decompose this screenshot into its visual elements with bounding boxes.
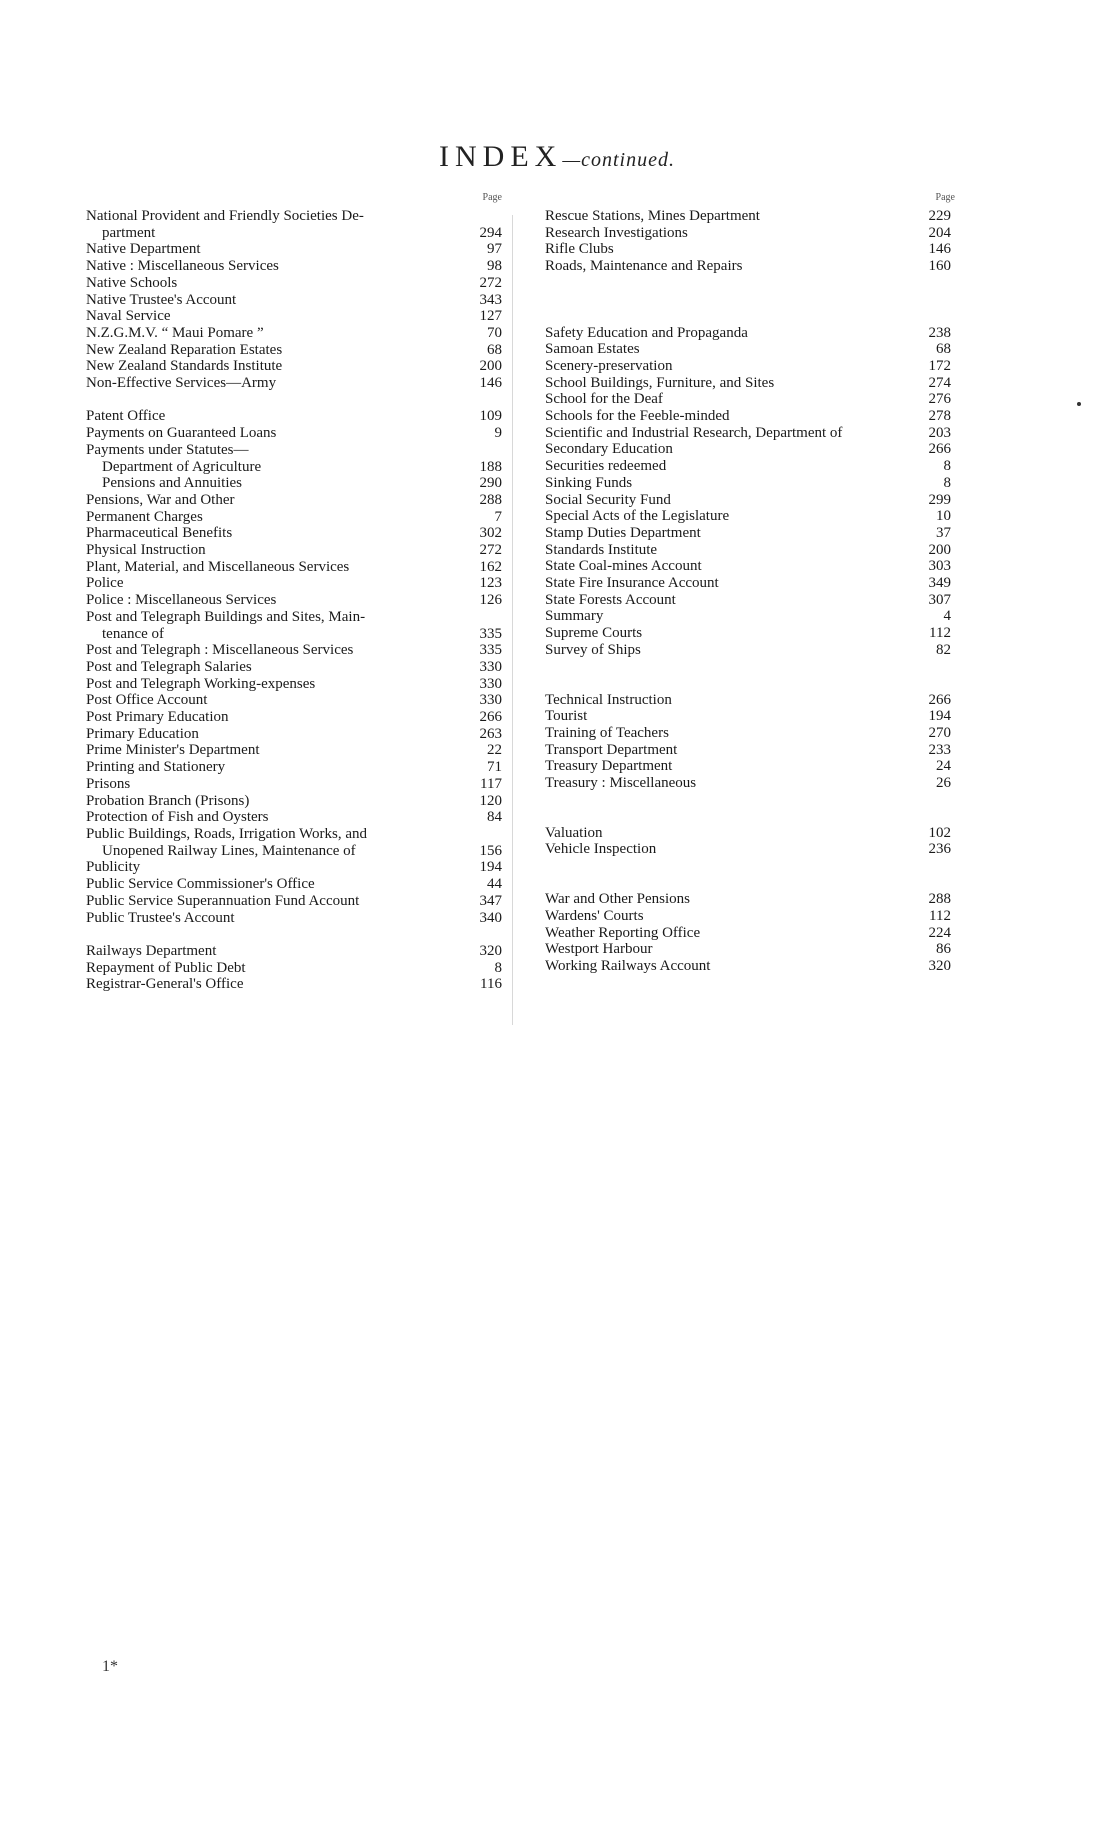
spacer (545, 858, 955, 891)
entry-title: Native : Miscellaneous Services (86, 258, 279, 275)
entry-title: Research Investigations (545, 224, 688, 241)
entry-title: New Zealand Standards Institute (86, 358, 283, 375)
entry-page-number: 266 (928, 441, 951, 458)
entry-title: Secondary Education (545, 441, 673, 458)
index-entry (86, 659, 506, 676)
index-entry (86, 258, 506, 275)
index-list-right (545, 208, 955, 975)
index-entry (545, 241, 955, 258)
entry-title: Post and Telegraph Working-expenses (86, 675, 316, 692)
index-column-left (86, 188, 506, 993)
entry-page-number: 117 (480, 775, 502, 792)
entry-title: Stamp Duties Department (545, 524, 701, 541)
index-entry (86, 208, 506, 225)
index-entry (545, 208, 955, 225)
entry-page-number: 320 (479, 942, 502, 959)
entry-page-number: 9 (494, 425, 502, 442)
index-entry (86, 475, 506, 492)
entry-page-number: 102 (928, 824, 951, 841)
index-entry (86, 626, 506, 643)
entry-page-number: 188 (479, 458, 502, 475)
index-entry (86, 408, 506, 425)
entry-title: Physical Instruction (86, 542, 206, 559)
entry-page-number: 330 (479, 675, 502, 692)
entry-page-number: 203 (928, 424, 951, 441)
entry-page-number: 160 (928, 258, 951, 275)
index-entry (545, 575, 955, 592)
index-entry (545, 725, 955, 742)
entry-page-number: 274 (928, 374, 951, 391)
entry-title: Transport Department (545, 741, 678, 758)
entry-title: Weather Reporting Office (545, 924, 701, 941)
entry-page-number: 204 (928, 224, 951, 241)
entry-title: Repayment of Public Debt (86, 959, 246, 976)
entry-page-number: 146 (928, 241, 951, 258)
entry-page-number: 229 (928, 208, 951, 224)
entry-title: Roads, Maintenance and Repairs (545, 258, 743, 275)
index-entry (545, 941, 955, 958)
entry-title: Naval Service (86, 308, 171, 325)
index-entry (545, 775, 955, 792)
entry-page-number: 8 (494, 959, 502, 976)
index-entry (86, 225, 506, 242)
index-entry (86, 241, 506, 258)
entry-title: New Zealand Reparation Estates (86, 341, 283, 358)
index-entry (545, 225, 955, 242)
entry-page-number: 288 (928, 891, 951, 908)
index-entry (86, 492, 506, 509)
entry-page-number: 302 (479, 525, 502, 542)
index-entry (86, 910, 506, 927)
entry-title: Samoan Estates (545, 341, 640, 358)
entry-title: Training of Teachers (545, 724, 669, 741)
entry-title: Prime Minister's Department (86, 742, 260, 759)
entry-page-number: 109 (479, 408, 502, 425)
entry-title: Probation Branch (Prisons) (86, 792, 250, 809)
entry-page-number: 236 (928, 841, 951, 858)
entry-title: Valuation (545, 824, 603, 841)
index-entry (86, 442, 506, 459)
entry-title: State Forests Account (545, 591, 676, 608)
entry-page-number: 349 (928, 575, 951, 592)
page-column-label-right: Page (935, 192, 955, 203)
index-entry (86, 342, 506, 359)
index-list-left (86, 208, 506, 993)
entry-page-number: 68 (936, 341, 951, 358)
index-entry (545, 925, 955, 942)
entry-page-number: 172 (928, 357, 951, 374)
entry-title: Securities redeemed (545, 458, 667, 475)
index-entry (545, 692, 955, 709)
index-entry (545, 325, 955, 342)
entry-page-number: 270 (928, 724, 951, 741)
index-entry (545, 592, 955, 609)
entry-title: Public Service Superannuation Fund Account (86, 892, 360, 909)
entry-page-number: 7 (494, 508, 502, 525)
entry-page-number: 303 (928, 558, 951, 575)
entry-page-number: 98 (487, 258, 502, 275)
entry-page-number: 343 (479, 291, 502, 308)
entry-title: partment (102, 224, 156, 241)
entry-title: Post and Telegraph Buildings and Sites, Main- (86, 608, 366, 625)
entry-page-number: 238 (928, 324, 951, 341)
entry-page-number: 84 (487, 809, 502, 826)
entry-title: School Buildings, Furniture, and Sites (545, 374, 775, 391)
index-entry (545, 758, 955, 775)
entry-title: Treasury : Miscellaneous (545, 775, 697, 792)
entry-page-number: 233 (928, 741, 951, 758)
entry-page-number: 335 (479, 642, 502, 659)
index-entry (545, 492, 955, 509)
index-entry (86, 542, 506, 559)
index-entry (86, 559, 506, 576)
entry-title: Supreme Courts (545, 625, 643, 642)
index-entry (545, 642, 955, 659)
entry-page-number: 127 (479, 308, 502, 325)
index-entry (545, 475, 955, 492)
index-entry (86, 709, 506, 726)
spacer (86, 926, 506, 943)
index-entry (86, 375, 506, 392)
entry-page-number: 24 (936, 758, 951, 775)
index-entry (545, 608, 955, 625)
entry-page-number: 294 (479, 224, 502, 241)
entry-page-number: 37 (936, 524, 951, 541)
entry-page-number: 272 (479, 542, 502, 559)
entry-title: Scientific and Industrial Research, Department of (545, 424, 843, 441)
index-entry (545, 525, 955, 542)
entry-page-number: 162 (479, 558, 502, 575)
index-entry (86, 575, 506, 592)
index-entry (86, 809, 506, 826)
entry-page-number: 71 (487, 759, 502, 776)
entry-title: War and Other Pensions (545, 891, 691, 908)
entry-page-number: 82 (936, 641, 951, 658)
index-title (0, 140, 1114, 174)
entry-page-number: 347 (479, 892, 502, 909)
entry-page-number: 68 (487, 341, 502, 358)
entry-page-number: 97 (487, 241, 502, 258)
entry-title: Rescue Stations, Mines Department (545, 208, 760, 224)
index-entry (545, 958, 955, 975)
entry-page-number: 290 (479, 475, 502, 492)
index-entry (86, 726, 506, 743)
index-entry (545, 375, 955, 392)
index-entry (86, 459, 506, 476)
entry-page-number: 86 (936, 941, 951, 958)
index-entry (545, 441, 955, 458)
index-entry (86, 759, 506, 776)
entry-title: Railways Department (86, 942, 217, 959)
entry-title: Pensions, War and Other (86, 491, 235, 508)
index-entry (545, 341, 955, 358)
entry-title: Westport Harbour (545, 941, 653, 958)
spacer (545, 792, 955, 825)
index-entry (86, 609, 506, 626)
entry-title: Payments on Guaranteed Loans (86, 425, 277, 442)
entry-title: Public Trustee's Account (86, 909, 235, 926)
index-entry (86, 859, 506, 876)
entry-page-number: 335 (479, 625, 502, 642)
entry-title: Native Trustee's Account (86, 291, 237, 308)
index-entry (545, 625, 955, 642)
entry-page-number: 266 (928, 691, 951, 708)
entry-page-number: 307 (928, 591, 951, 608)
page-column-label-left: Page (482, 192, 502, 203)
index-entry (86, 325, 506, 342)
index-entry (86, 275, 506, 292)
index-entry (86, 742, 506, 759)
index-entry (86, 960, 506, 977)
entry-title: Unopened Railway Lines, Maintenance of (102, 842, 356, 859)
entry-title: Prisons (86, 775, 131, 792)
entry-title: N.Z.G.M.V. “ Maui Pomare ” (86, 324, 264, 341)
entry-page-number: 116 (480, 976, 502, 993)
entry-title: Native Department (86, 241, 201, 258)
entry-page-number: 156 (479, 842, 502, 859)
index-entry (86, 592, 506, 609)
index-entry (86, 843, 506, 860)
entry-title: Standards Institute (545, 541, 658, 558)
index-entry (86, 358, 506, 375)
entry-page-number: 299 (928, 491, 951, 508)
entry-title: Survey of Ships (545, 641, 641, 658)
entry-page-number: 112 (929, 907, 951, 924)
index-entry (545, 841, 955, 858)
spacer (545, 659, 955, 692)
spacer (545, 308, 955, 325)
entry-page-number: 126 (479, 592, 502, 609)
entry-title: Patent Office (86, 408, 166, 425)
spacer (545, 275, 955, 308)
entry-page-number: 272 (479, 274, 502, 291)
entry-title: Rifle Clubs (545, 241, 614, 258)
index-entry (545, 408, 955, 425)
entry-title: Public Buildings, Roads, Irrigation Works, and (86, 826, 368, 842)
index-entry (86, 793, 506, 810)
index-entry (86, 425, 506, 442)
entry-page-number: 200 (479, 358, 502, 375)
entry-page-number: 320 (928, 958, 951, 974)
column-divider (512, 215, 513, 1025)
entry-title: Tourist (545, 708, 588, 725)
index-entry (86, 876, 506, 893)
index-entry (545, 508, 955, 525)
entry-page-number: 22 (487, 742, 502, 759)
index-entry (545, 358, 955, 375)
index-entry (86, 943, 506, 960)
entry-title: Post Office Account (86, 692, 208, 709)
entry-title: Summary (545, 608, 604, 625)
ink-speck (1077, 402, 1081, 406)
entry-page-number: 340 (479, 909, 502, 926)
entry-page-number: 8 (943, 474, 951, 491)
index-entry (86, 893, 506, 910)
spacer (86, 392, 506, 409)
index-entry (86, 826, 506, 843)
entry-page-number: 266 (479, 709, 502, 726)
index-entry (86, 525, 506, 542)
entry-title: Department of Agriculture (102, 458, 262, 475)
index-entry (86, 976, 506, 993)
entry-page-number: 26 (936, 775, 951, 792)
entry-page-number: 194 (928, 708, 951, 725)
entry-page-number: 278 (928, 408, 951, 425)
entry-title: Printing and Stationery (86, 759, 226, 776)
entry-title: State Coal-mines Account (545, 558, 702, 575)
entry-title: Native Schools (86, 274, 178, 291)
entry-title: Post Primary Education (86, 709, 229, 726)
entry-title: Sinking Funds (545, 474, 633, 491)
entry-title: Public Service Commissioner's Office (86, 876, 315, 893)
index-entry (86, 776, 506, 793)
entry-title: Police : Miscellaneous Services (86, 592, 277, 609)
signature-mark: 1* (102, 1658, 118, 1675)
entry-title: National Provident and Friendly Societies De- (86, 208, 364, 224)
entry-page-number: 120 (479, 792, 502, 809)
entry-title: Vehicle Inspection (545, 841, 657, 858)
entry-title: Social Security Fund (545, 491, 671, 508)
index-entry (86, 308, 506, 325)
index-entry (545, 708, 955, 725)
index-entry (545, 425, 955, 442)
entry-page-number: 330 (479, 692, 502, 709)
entry-title: tenance of (102, 625, 165, 642)
entry-page-number: 194 (479, 859, 502, 876)
entry-page-number: 224 (928, 924, 951, 941)
entry-page-number: 4 (943, 608, 951, 625)
entry-title: Registrar-General's Office (86, 976, 244, 993)
entry-title: Payments under Statutes— (86, 441, 249, 458)
index-title-main: INDEX (439, 140, 563, 173)
index-entry (86, 509, 506, 526)
index-entry (86, 642, 506, 659)
index-entry (86, 292, 506, 309)
entry-title: Wardens' Courts (545, 907, 644, 924)
entry-title: Primary Education (86, 725, 199, 742)
entry-page-number: 44 (487, 876, 502, 893)
entry-page-number: 263 (479, 725, 502, 742)
entry-title: Plant, Material, and Miscellaneous Services (86, 558, 350, 575)
index-column-right (545, 188, 955, 975)
entry-title: Treasury Department (545, 758, 673, 775)
index-entry (545, 742, 955, 759)
entry-page-number: 112 (929, 625, 951, 642)
index-entry (545, 458, 955, 475)
entry-title: Post and Telegraph Salaries (86, 658, 252, 675)
entry-title: Safety Education and Propaganda (545, 324, 748, 341)
entry-title: Permanent Charges (86, 508, 203, 525)
entry-page-number: 200 (928, 541, 951, 558)
entry-page-number: 10 (936, 508, 951, 525)
index-entry (545, 825, 955, 842)
entry-title: Publicity (86, 859, 141, 876)
entry-title: State Fire Insurance Account (545, 575, 719, 592)
entry-title: Post and Telegraph : Miscellaneous Services (86, 642, 354, 659)
index-entry (545, 542, 955, 559)
entry-title: Scenery-preservation (545, 357, 673, 374)
entry-page-number: 123 (479, 575, 502, 592)
entry-title: Pharmaceutical Benefits (86, 525, 233, 542)
index-entry (545, 891, 955, 908)
entry-page-number: 330 (479, 658, 502, 675)
entry-page-number: 70 (487, 324, 502, 341)
index-entry (545, 558, 955, 575)
entry-title: Police (86, 575, 124, 592)
index-entry (86, 676, 506, 693)
index-entry (86, 692, 506, 709)
entry-title: Pensions and Annuities (102, 475, 243, 492)
index-entry (545, 258, 955, 275)
entry-page-number: 276 (928, 391, 951, 408)
entry-title: Non-Effective Services—Army (86, 375, 277, 392)
entry-title: School for the Deaf (545, 391, 663, 408)
entry-title: Schools for the Feeble-minded (545, 408, 730, 425)
index-title-continued: —continued. (562, 149, 675, 171)
entry-title: Special Acts of the Legislature (545, 508, 730, 525)
entry-title: Protection of Fish and Oysters (86, 809, 269, 826)
entry-title: Technical Instruction (545, 691, 672, 708)
entry-page-number: 8 (943, 458, 951, 475)
entry-title: Working Railways Account (545, 958, 711, 974)
index-entry (545, 391, 955, 408)
index-entry (545, 908, 955, 925)
entry-page-number: 288 (479, 491, 502, 508)
entry-page-number: 146 (479, 375, 502, 392)
